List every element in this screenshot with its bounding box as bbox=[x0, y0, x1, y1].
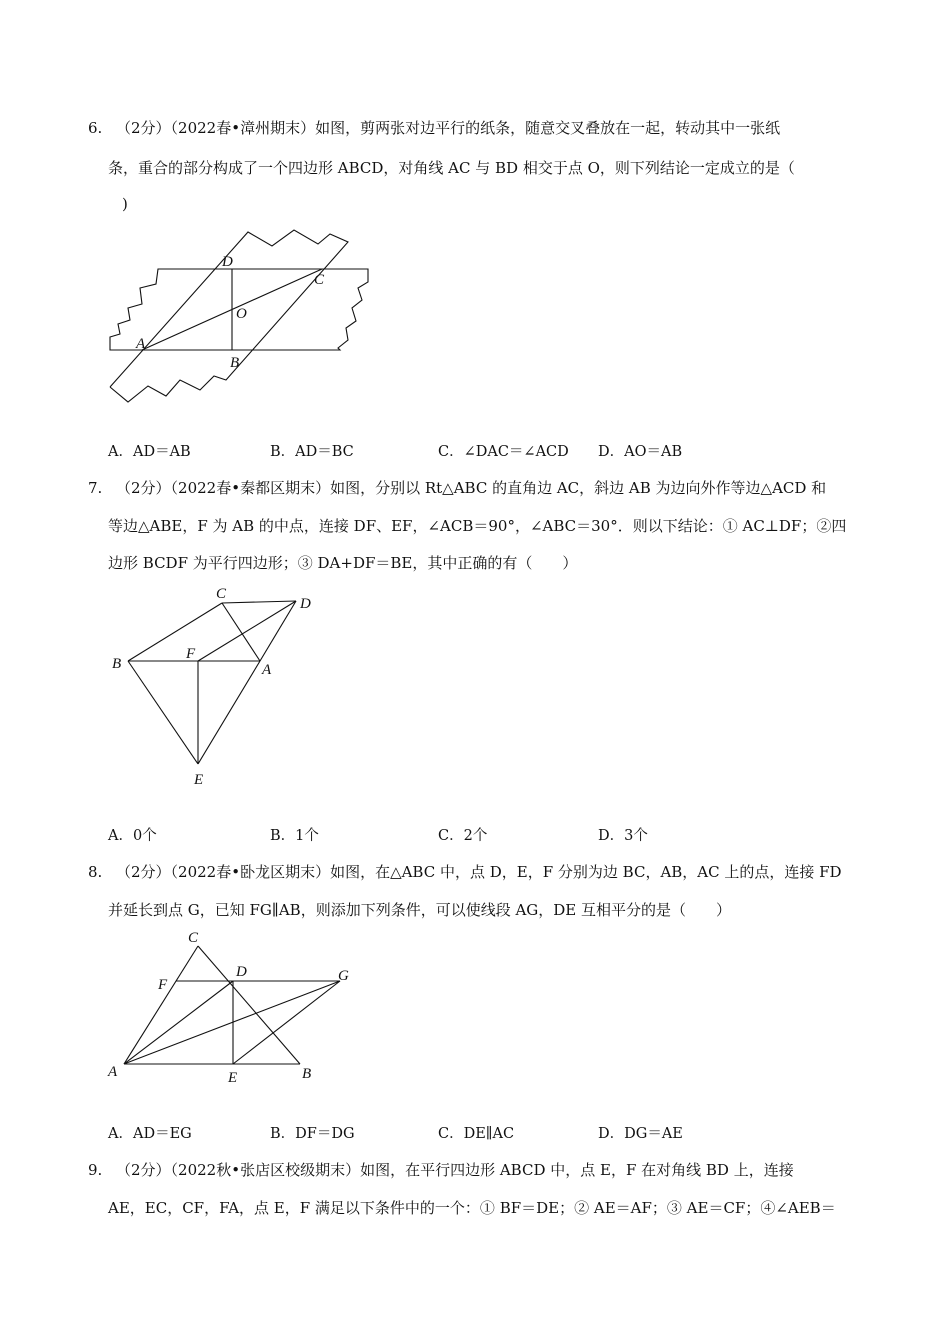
q6-label-D: D bbox=[222, 254, 233, 270]
q8-label-E: E bbox=[228, 1070, 238, 1086]
q6-label-O: O bbox=[236, 306, 247, 322]
q7-label-F: F bbox=[186, 646, 196, 662]
q8-label-A: A bbox=[108, 1064, 118, 1080]
q6-figure bbox=[100, 220, 390, 420]
q6-label-A: A bbox=[136, 336, 146, 352]
q8-label-C: C bbox=[188, 930, 199, 946]
q6-label-B: B bbox=[230, 355, 240, 371]
q7-label-C: C bbox=[216, 586, 227, 602]
q6-option-b[interactable]: B．AD＝BC bbox=[270, 444, 354, 460]
q6-option-a[interactable]: A．AD＝AB bbox=[108, 444, 191, 460]
q7-line-1: （2分）（2022春•秦都区期末）如图，分别以 Rt△ABC 的直角边 AC，斜边 AB 为边向外作等边△ACD 和 bbox=[116, 479, 827, 497]
q6-number: 6. bbox=[88, 119, 103, 137]
q7-seg-AE bbox=[198, 661, 260, 764]
q7-number: 7. bbox=[88, 479, 103, 497]
q8-seg-AG bbox=[124, 981, 340, 1064]
q7-line-3: 边形 BCDF 为平行四边形；③ DA+DF＝BE，其中正确的有（ ） bbox=[108, 554, 578, 572]
q7-seg-CD bbox=[222, 601, 296, 603]
q7-seg-CA bbox=[222, 603, 260, 661]
q9-line-2: AE，EC，CF，FA，点 E，F 满足以下条件中的一个：① BF＝DE；② AE＝AF；③ AE＝CF；④∠AEB＝ bbox=[108, 1199, 836, 1217]
q8-seg-AD bbox=[124, 981, 233, 1064]
q8-line-2: 并延长到点 G，已知 FG∥AB，则添加下列条件，可以使线段 AG，DE 互相平分的是（ ） bbox=[108, 901, 732, 919]
q7-seg-DF bbox=[198, 601, 296, 661]
q8-line-1: （2分）（2022春•卧龙区期末）如图，在△ABC 中，点 D，E，F 分别为边 BC，AB，AC 上的点，连接 FD bbox=[116, 863, 842, 881]
q7-option-c[interactable]: C．2个 bbox=[438, 828, 488, 844]
q8-option-b[interactable]: B．DF＝DG bbox=[270, 1126, 355, 1142]
q6-option-c[interactable]: C．∠DAC＝∠ACD bbox=[438, 444, 569, 460]
q8-figure bbox=[100, 926, 360, 1096]
q8-number: 8. bbox=[88, 863, 103, 881]
q6-label-C: C bbox=[314, 272, 325, 288]
q7-option-b[interactable]: B．1个 bbox=[270, 828, 319, 844]
q8-seg-AC bbox=[124, 946, 198, 1064]
q8-seg-EG bbox=[233, 981, 340, 1064]
q7-figure bbox=[100, 582, 330, 792]
q7-label-A: A bbox=[262, 662, 272, 678]
q8-label-F: F bbox=[158, 977, 168, 993]
q7-line-2: 等边△ABE，F 为 AB 的中点，连接 DF、EF，∠ACB＝90°，∠ABC＝30°．则以下结论：① AC⊥DF；②四 bbox=[108, 517, 847, 535]
q8-option-c[interactable]: C．DE∥AC bbox=[438, 1126, 515, 1142]
q7-label-D: D bbox=[300, 596, 311, 612]
q6-option-d[interactable]: D．AO＝AB bbox=[598, 444, 683, 460]
q6-line-2: 条，重合的部分构成了一个四边形 ABCD，对角线 AC 与 BD 相交于点 O，则下列结论一定成立的是（ bbox=[108, 159, 795, 177]
q9-line-1: （2分）（2022秋•张店区校级期末）如图，在平行四边形 ABCD 中，点 E，F 在对角线 BD 上，连接 bbox=[116, 1161, 794, 1179]
q7-option-a[interactable]: A．0个 bbox=[108, 828, 157, 844]
q7-option-d[interactable]: D．3个 bbox=[598, 828, 648, 844]
q8-option-d[interactable]: D．DG＝AE bbox=[598, 1126, 683, 1142]
q7-label-E: E bbox=[194, 772, 204, 788]
q6-line-3: ) bbox=[122, 195, 128, 213]
q7-seg-DA bbox=[260, 601, 296, 661]
q9-number: 9. bbox=[88, 1161, 103, 1179]
q7-label-B: B bbox=[112, 656, 122, 672]
q8-label-B: B bbox=[302, 1066, 312, 1082]
q7-seg-BE bbox=[128, 661, 198, 764]
q6-line-1: （2分）（2022春•漳州期末）如图，剪两张对边平行的纸条，随意交叉叠放在一起，转动其中一张纸 bbox=[116, 119, 781, 137]
q8-option-a[interactable]: A．AD＝EG bbox=[108, 1126, 192, 1142]
q8-label-G: G bbox=[338, 968, 349, 984]
q7-seg-BC bbox=[128, 603, 222, 661]
q8-seg-CB bbox=[198, 946, 300, 1064]
q8-label-D: D bbox=[236, 964, 247, 980]
